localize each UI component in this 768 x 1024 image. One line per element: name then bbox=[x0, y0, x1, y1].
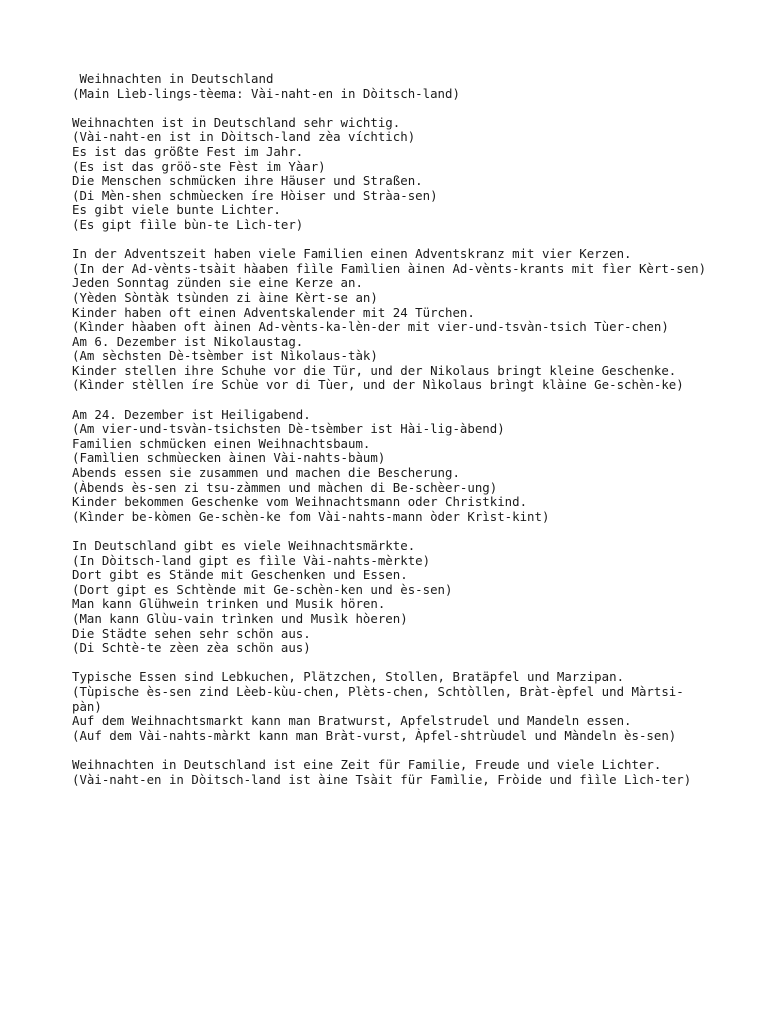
pronunciation-line: (Àbends ès-sen zi tsu-zàmmen und màchen di Be-schèer-ung) bbox=[72, 479, 498, 495]
text-line: Auf dem Weihnachtsmarkt kann man Bratwurst, Apfelstrudel und Mandeln essen. bbox=[72, 713, 632, 729]
text-line: Kinder haben oft einen Adventskalender mit 24 Türchen. bbox=[72, 304, 475, 320]
pronunciation-line: (Es gipt fììle bùn-te Lìch-ter) bbox=[72, 216, 304, 232]
document-page bbox=[72, 72, 712, 802]
pronunciation-line: (Man kann Glùu-vain trìnken und Musìk hòeren) bbox=[72, 610, 408, 626]
pronunciation-line: (Famìlien schmùecken àinen Vài-nahts-bàum) bbox=[72, 450, 386, 466]
text-line: Es ist das größte Fest im Jahr. bbox=[72, 143, 304, 159]
text-line: Weihnachten in Deutschland ist eine Zeit für Familie, Freude und viele Lichter. bbox=[72, 756, 662, 772]
title-line: Weihnachten in Deutschland bbox=[72, 71, 274, 86]
text-line: In der Adventszeit haben viele Familien einen Adventskranz mit vier Kerzen. bbox=[72, 246, 632, 262]
text-line: Weihnachten ist in Deutschland sehr wichtig. bbox=[72, 114, 401, 130]
pronunciation-line: (Di Schtè-te zèen zèa schön aus) bbox=[72, 640, 311, 656]
text-line: Die Städte sehen sehr schön aus. bbox=[72, 625, 311, 641]
pronunciation-line: (Am sèchsten Dè-tsèmber ist Nìkolaus-tàk) bbox=[72, 348, 378, 364]
text-line: Man kann Glühwein trinken und Musik hören. bbox=[72, 596, 386, 612]
text-line: Familien schmücken einen Weihnachtsbaum. bbox=[72, 435, 371, 451]
text-line: Am 6. Dezember ist Nikolaustag. bbox=[72, 333, 304, 349]
pronunciation-line: (Auf dem Vài-nahts-màrkt kann man Bràt-vurst, Àpfel-shtrùudel und Màndeln ès-sen) bbox=[72, 727, 677, 743]
pronunciation-line: (Kìnder stèllen íre Schùe vor di Tùer, und der Nìkolaus brìngt klàine Ge-schèn-ke) bbox=[72, 377, 684, 393]
pronunciation-line: (Vài-naht-en in Dòitsch-land ist àine Tsàit für Famìlie, Fròide und fììle Lìch-ter) bbox=[72, 771, 692, 787]
text-line: Die Menschen schmücken ihre Häuser und Straßen. bbox=[72, 173, 423, 189]
text-line: Dort gibt es Stände mit Geschenken und Essen. bbox=[72, 567, 408, 583]
pronunciation-line: (Vài-naht-en ist in Dòitsch-land zèa víchtich) bbox=[72, 129, 416, 145]
text-line: Am 24. Dezember ist Heiligabend. bbox=[72, 406, 311, 422]
paragraph-conclusion bbox=[72, 758, 712, 787]
pronunciation-line: (Kìnder be-kòmen Ge-schèn-ke fom Vài-nahts-mann òder Krìst-kint) bbox=[72, 508, 550, 524]
text-line: Kinder bekommen Geschenke vom Weihnachtsmann oder Christkind. bbox=[72, 494, 528, 510]
text-line: In Deutschland gibt es viele Weihnachtsmärkte. bbox=[72, 538, 416, 553]
pronunciation-line: (Di Mèn-shen schmùecken íre Hòiser und Stràa-sen) bbox=[72, 187, 438, 203]
text-line: Kinder stellen ihre Schuhe vor die Tür, und der Nikolaus bringt kleine Geschenke. bbox=[72, 362, 677, 378]
pronunciation-line: (Es ist das gröö-ste Fèst im Yàar) bbox=[72, 158, 326, 174]
paragraph-intro bbox=[72, 116, 712, 233]
text-line: Es gibt viele bunte Lichter. bbox=[72, 202, 281, 218]
text-line: Abends essen sie zusammen und machen die Bescherung. bbox=[72, 465, 460, 481]
pronunciation-line: (Kìnder hàaben oft àinen Ad-vènts-ka-lèn-der mit vier-und-tsvàn-tsich Tùer-chen) bbox=[72, 319, 669, 335]
text-line: Jeden Sonntag zünden sie eine Kerze an. bbox=[72, 275, 363, 291]
paragraph-markets bbox=[72, 539, 712, 656]
pronunciation-line: (Yèden Sòntàk tsùnden zi àine Kèrt-se an) bbox=[72, 289, 378, 305]
pronunciation-line: (Dort gipt es Schtènde mit Ge-schèn-ken und ès-sen) bbox=[72, 581, 453, 597]
text-line: Typische Essen sind Lebkuchen, Plätzchen, Stollen, Bratäpfel und Marzipan. bbox=[72, 669, 625, 685]
paragraph-food bbox=[72, 670, 712, 743]
pronunciation-line: (In der Ad-vènts-tsàit hàaben fììle Famìlien àinen Ad-vènts-krants mit fìer Kèrt-sen) bbox=[72, 260, 707, 276]
paragraph-title bbox=[72, 72, 712, 101]
paragraph-advent bbox=[72, 247, 712, 393]
paragraph-christmas-eve bbox=[72, 408, 712, 525]
title-pronunciation-line: (Main Lìeb-lings-tèema: Vài-naht-en in Dòitsch-land) bbox=[72, 85, 460, 101]
pronunciation-line: (Am vier-und-tsvàn-tsichsten Dè-tsèmber ist Hài-lig-àbend) bbox=[72, 421, 505, 437]
pronunciation-line: (Tùpische ès-sen zind Lèeb-kùu-chen, Plèts-chen, Schtòllen, Bràt-èpfel und Màrtsi-pàn) bbox=[72, 683, 684, 714]
pronunciation-line: (In Dòitsch-land gipt es fììle Vài-nahts-mèrkte) bbox=[72, 552, 431, 568]
